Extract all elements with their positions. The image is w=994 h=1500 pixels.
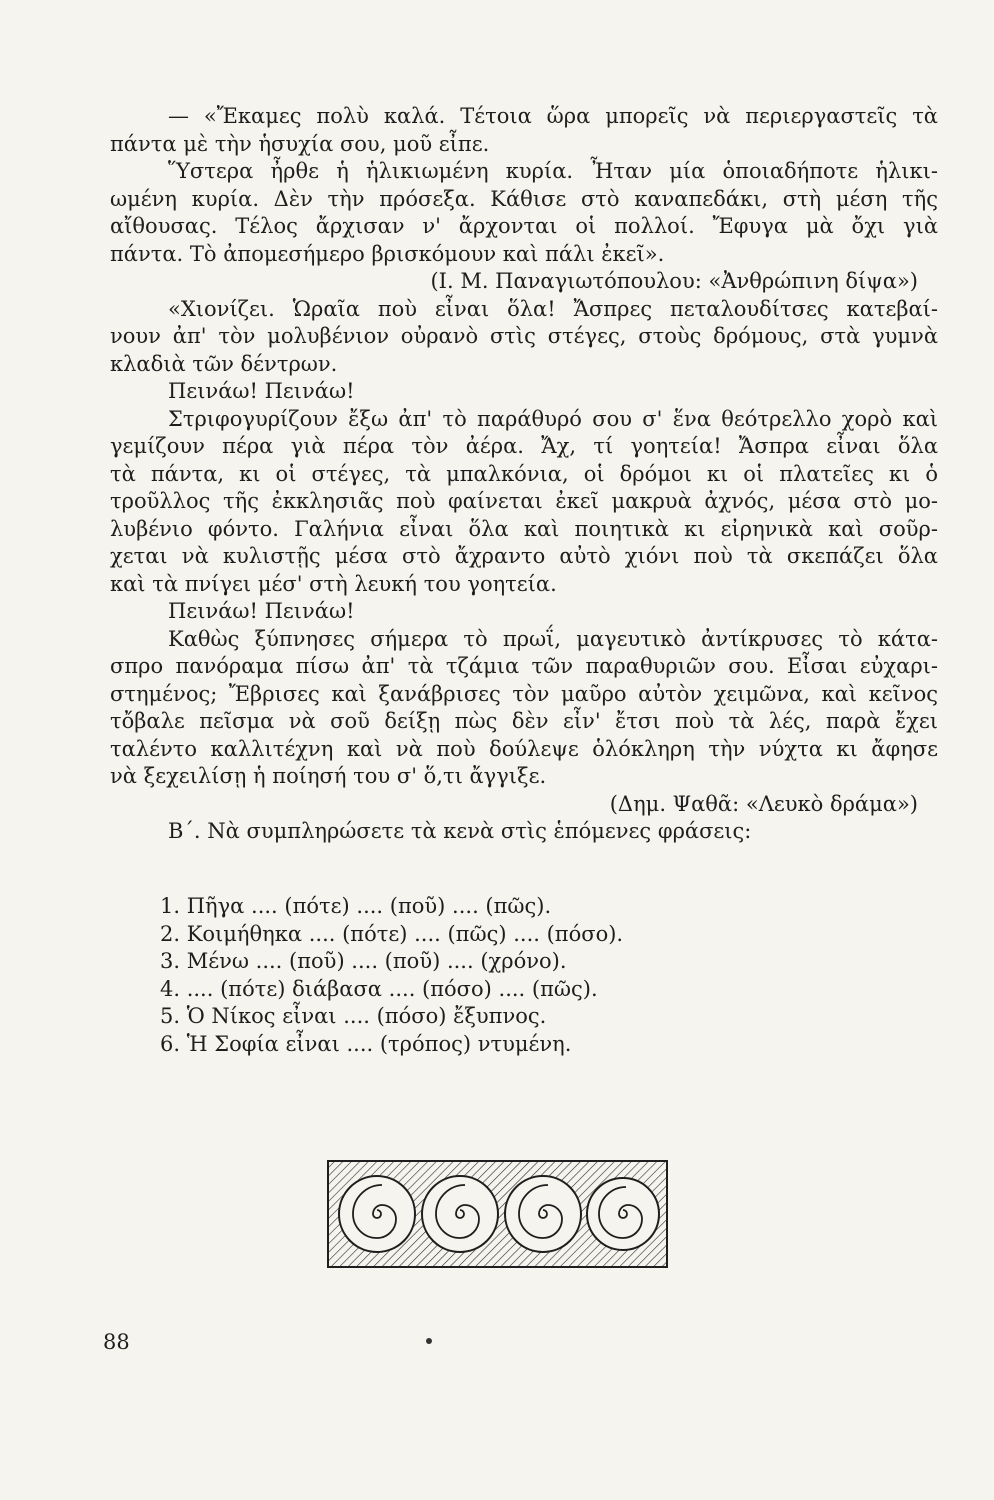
text-line: Στριφογυρίζουν ἔξω ἀπ' τὸ παράθυρό σου σ' ἕνα θεότρελλο χορὸ καὶ <box>168 406 938 431</box>
text-line: νουν ἀπ' τὸν μολυβένιον οὐρανὸ στὶς στέγες, στοὺς δρόμους, στὰ γυμνὰ <box>110 324 938 348</box>
exercise-item: 6. Ἡ Σοφία εἶναι .... (τρόπος) ντυμένη. <box>160 1031 572 1056</box>
text-line: νὰ ξεχειλίσῃ ἡ ποίησή του σ' ὅ,τι ἄγγιξε. <box>110 764 547 788</box>
decorative-dot <box>426 1338 432 1344</box>
exercise-heading: Β΄. Νὰ συμπληρώσετε τὰ κενὰ στὶς ἑπόμενες φράσεις: <box>168 819 752 843</box>
text-line: πάντα. Τὸ ἀπομεσήμερο βρισκόμουν καὶ πάλι ἐκεῖ». <box>110 241 665 266</box>
text-line: σπρο πανόραμα πίσω ἀπ' τὰ τζάμια τῶν παραθυριῶν σου. Εἶσαι εὐχαρι- <box>110 654 938 678</box>
text-line: «Χιονίζει. Ὡραῖα ποὺ εἶναι ὅλα! Ἄσπρες πεταλουδίτσες κατεβαί- <box>168 296 938 321</box>
text-line: χεται νὰ κυλιστῇς μέσα στὸ ἄχραντο αὐτὸ χιόνι ποὺ τὰ σκεπάζει ὅλα <box>110 544 938 568</box>
text-line: κλαδιὰ τῶν δέντρων. <box>110 351 338 376</box>
text-line: αἴθουσας. Τέλος ἄρχισαν ν' ἄρχονται οἱ πολλοί. Ἔφυγα μὰ ὄχι γιὰ <box>110 214 938 238</box>
text-line: τὰ πάντα, κι οἱ στέγες, τὰ μπαλκόνια, οἱ δρόμοι κι οἱ πλατεῖες κι ὁ <box>110 461 938 486</box>
text-line: ωμένη κυρία. Δὲν τὴν πρόσεξα. Κάθισε στὸ καναπεδάκι, στὴ μέση τῆς <box>110 186 938 211</box>
exercise-item: 3. Μένω .... (ποῦ) .... (ποῦ) .... (χρόνο). <box>160 949 567 973</box>
text-line: πάντα μὲ τὴν ἡσυχία σου, μοῦ εἶπε. <box>110 131 490 156</box>
text-line: τροῦλλος τῆς ἐκκλησιᾶς ποὺ φαίνεται ἐκεῖ μακρυὰ ἀχνός, μέσα στὸ μο- <box>110 489 938 513</box>
exercise-item: 1. Πῆγα .... (πότε) .... (ποῦ) .... (πῶς). <box>160 894 552 918</box>
text-line: γεμίζουν πέρα γιὰ πέρα τὸν ἀέρα. Ἄχ, τί γοητεία! Ἄσπρα εἶναι ὅλα <box>110 434 938 458</box>
text-block <box>110 103 938 846</box>
text-line: στημένος; Ἔβρισες καὶ ξανάβρισες τὸν μαῦρο αὐτὸν χειμῶνα, καὶ κεῖνος <box>110 681 938 706</box>
spiral-ornament <box>327 1160 668 1268</box>
exercise-item: 5. Ὁ Νίκος εἶναι .... (πόσο) ἔξυπνος. <box>160 1004 547 1028</box>
text-line: Πεινάω! Πεινάω! <box>168 599 355 623</box>
text-line: Καθὼς ξύπνησες σήμερα τὸ πρωΐ, μαγευτικὸ ἀντίκρυσες τὸ κάτα- <box>168 626 938 651</box>
text-line: καὶ τὰ πνίγει μέσ' στὴ λευκή του γοητεία. <box>110 571 557 596</box>
exercise-item: 4. .... (πότε) διάβασα .... (πόσο) .... (πῶς). <box>160 976 598 1001</box>
citation: (Ι. Μ. Παναγιωτόπουλου: «Ἀνθρώπινη δίψα») <box>430 269 918 293</box>
text-line: — «Ἔκαμες πολὺ καλά. Τέτοια ὥρα μπορεῖς νὰ περιεργαστεῖς τὰ <box>168 104 938 128</box>
text-line: Ὕστερα ἦρθε ἡ ἡλικιωμένη κυρία. Ἦταν μία ὁποιαδήποτε ἡλικι- <box>168 159 938 183</box>
exercise-item: 2. Κοιμήθηκα .... (πότε) .... (πῶς) .... (πόσο). <box>160 921 624 946</box>
text-line: λυβένιο φόντο. Γαλήνια εἶναι ὅλα καὶ ποιητικὰ κι εἰρηνικὰ καὶ σοῦρ- <box>110 516 938 541</box>
exercise-list <box>160 893 623 1058</box>
text-line: ταλέντο καλλιτέχνη καὶ νὰ ποὺ δούλεψε ὁλόκληρη τὴν νύχτα κι ἄφησε <box>110 736 938 761</box>
text-line: Πεινάω! Πεινάω! <box>168 379 355 403</box>
citation: (Δημ. Ψαθᾶ: «Λευκὸ δράμα») <box>609 791 918 816</box>
text-line: τὄβαλε πεῖσμα νὰ σοῦ δείξῃ πὼς δὲν εἶν' ἔτσι ποὺ τὰ λές, παρὰ ἔχει <box>110 709 938 733</box>
page-number: 88 <box>103 1330 130 1354</box>
